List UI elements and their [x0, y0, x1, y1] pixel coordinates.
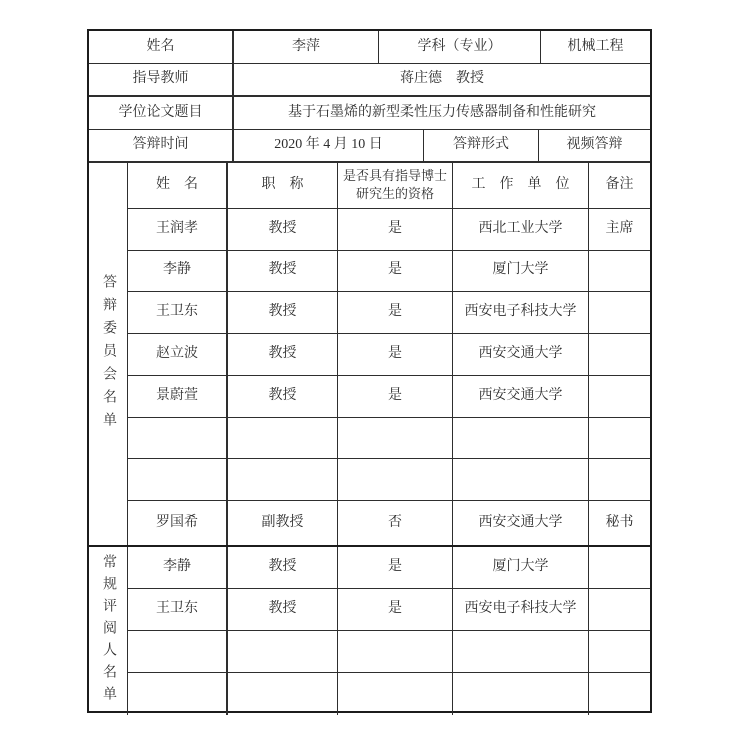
reviewer-note	[589, 589, 650, 630]
defense-time-label: 答辩时间	[89, 130, 234, 161]
name-value: 李萍	[234, 31, 379, 63]
reviewer-org: 厦门大学	[453, 547, 589, 588]
member-org: 西安交通大学	[453, 334, 589, 375]
reviewer-org	[453, 631, 589, 672]
member-title: 副教授	[228, 501, 338, 545]
reviewer-phd: 是	[338, 589, 453, 630]
committee-section-label: 答辩委员会名单	[89, 163, 128, 545]
reviewer-note	[589, 631, 650, 672]
header-workplace: 工 作 单 位	[453, 163, 589, 208]
committee-rows	[128, 163, 650, 545]
reviewer-title	[228, 673, 338, 715]
member-name: 景蔚萱	[128, 376, 228, 417]
defense-committee-form	[87, 29, 652, 713]
member-note	[589, 251, 650, 292]
member-note: 秘书	[605, 514, 634, 530]
member-name: 王卫东	[128, 292, 228, 333]
committee-section	[89, 163, 650, 547]
reviewer-org: 西安电子科技大学	[453, 589, 589, 630]
member-org	[453, 418, 589, 459]
advisor-label: 指导教师	[89, 64, 234, 95]
member-phd: 是	[338, 251, 453, 292]
committee-row	[128, 292, 650, 334]
reviewer-name	[128, 631, 228, 672]
reviewer-phd	[338, 631, 453, 672]
advisor-value: 蒋庄德 教授	[400, 71, 484, 87]
member-note	[589, 459, 650, 500]
name-label: 姓名	[89, 31, 234, 63]
member-note	[589, 418, 650, 459]
defense-time-value: 2020 年 4 月 10 日	[234, 130, 424, 161]
reviewer-title	[228, 631, 338, 672]
committee-row-secretary	[128, 501, 650, 545]
major-label: 学科（专业）	[379, 31, 541, 63]
reviewer-note	[589, 673, 650, 715]
reviewer-org	[453, 673, 589, 715]
member-title: 教授	[228, 292, 338, 333]
reviewer-row	[128, 589, 650, 631]
row-defense-time	[89, 130, 650, 163]
member-name: 李静	[128, 251, 228, 292]
reviewer-phd	[338, 673, 453, 715]
member-name: 罗国希	[128, 501, 228, 545]
member-title: 教授	[228, 251, 338, 292]
reviewer-title: 教授	[228, 589, 338, 630]
committee-row-empty	[128, 459, 650, 501]
header-phd-qualified: 是否具有指导博士研究生的资格	[338, 163, 453, 208]
member-title: 教授	[228, 376, 338, 417]
member-title	[228, 459, 338, 500]
committee-row	[128, 334, 650, 376]
defense-form-value: 视频答辩	[566, 137, 623, 153]
header-note: 备注	[605, 176, 634, 192]
major-value: 机械工程	[567, 38, 624, 54]
member-name: 王润孝	[128, 209, 228, 250]
reviewer-name: 王卫东	[128, 589, 228, 630]
reviewer-rows	[128, 547, 650, 715]
header-title: 职 称	[228, 163, 338, 208]
member-org: 西北工业大学	[453, 209, 589, 250]
reviewer-name	[128, 673, 228, 715]
header-name: 姓 名	[128, 163, 228, 208]
member-phd: 是	[338, 209, 453, 250]
committee-row	[128, 209, 650, 251]
reviewer-row-empty	[128, 673, 650, 715]
committee-row-empty	[128, 418, 650, 460]
member-name: 赵立波	[128, 334, 228, 375]
row-name-major	[89, 31, 650, 64]
member-title: 教授	[228, 334, 338, 375]
member-org: 西安交通大学	[453, 376, 589, 417]
member-phd: 是	[338, 334, 453, 375]
member-phd	[338, 459, 453, 500]
row-thesis-title	[89, 97, 650, 130]
thesis-value: 基于石墨烯的新型柔性压力传感器制备和性能研究	[288, 104, 596, 120]
member-title: 教授	[228, 209, 338, 250]
member-phd	[338, 418, 453, 459]
member-phd: 是	[338, 376, 453, 417]
member-note: 主席	[605, 220, 634, 236]
reviewers-section	[89, 547, 650, 715]
member-name	[128, 459, 228, 500]
reviewers-section-label: 常规评阅人名单	[89, 547, 128, 715]
reviewer-note	[589, 547, 650, 588]
reviewer-title: 教授	[228, 547, 338, 588]
reviewer-phd: 是	[338, 547, 453, 588]
member-note	[589, 376, 650, 417]
reviewer-name: 李静	[128, 547, 228, 588]
committee-row	[128, 376, 650, 418]
reviewer-row-empty	[128, 631, 650, 673]
member-title	[228, 418, 338, 459]
member-org: 西安电子科技大学	[453, 292, 589, 333]
defense-form-label: 答辩形式	[424, 130, 539, 161]
committee-header-row	[128, 163, 650, 209]
member-note	[589, 334, 650, 375]
thesis-label: 学位论文题目	[89, 97, 234, 129]
member-phd: 是	[338, 292, 453, 333]
member-name	[128, 418, 228, 459]
member-org: 厦门大学	[453, 251, 589, 292]
member-org	[453, 459, 589, 500]
member-org: 西安交通大学	[453, 501, 589, 545]
member-phd: 否	[338, 501, 453, 545]
committee-row	[128, 251, 650, 293]
member-note	[589, 292, 650, 333]
reviewer-row	[128, 547, 650, 589]
row-advisor	[89, 64, 650, 97]
